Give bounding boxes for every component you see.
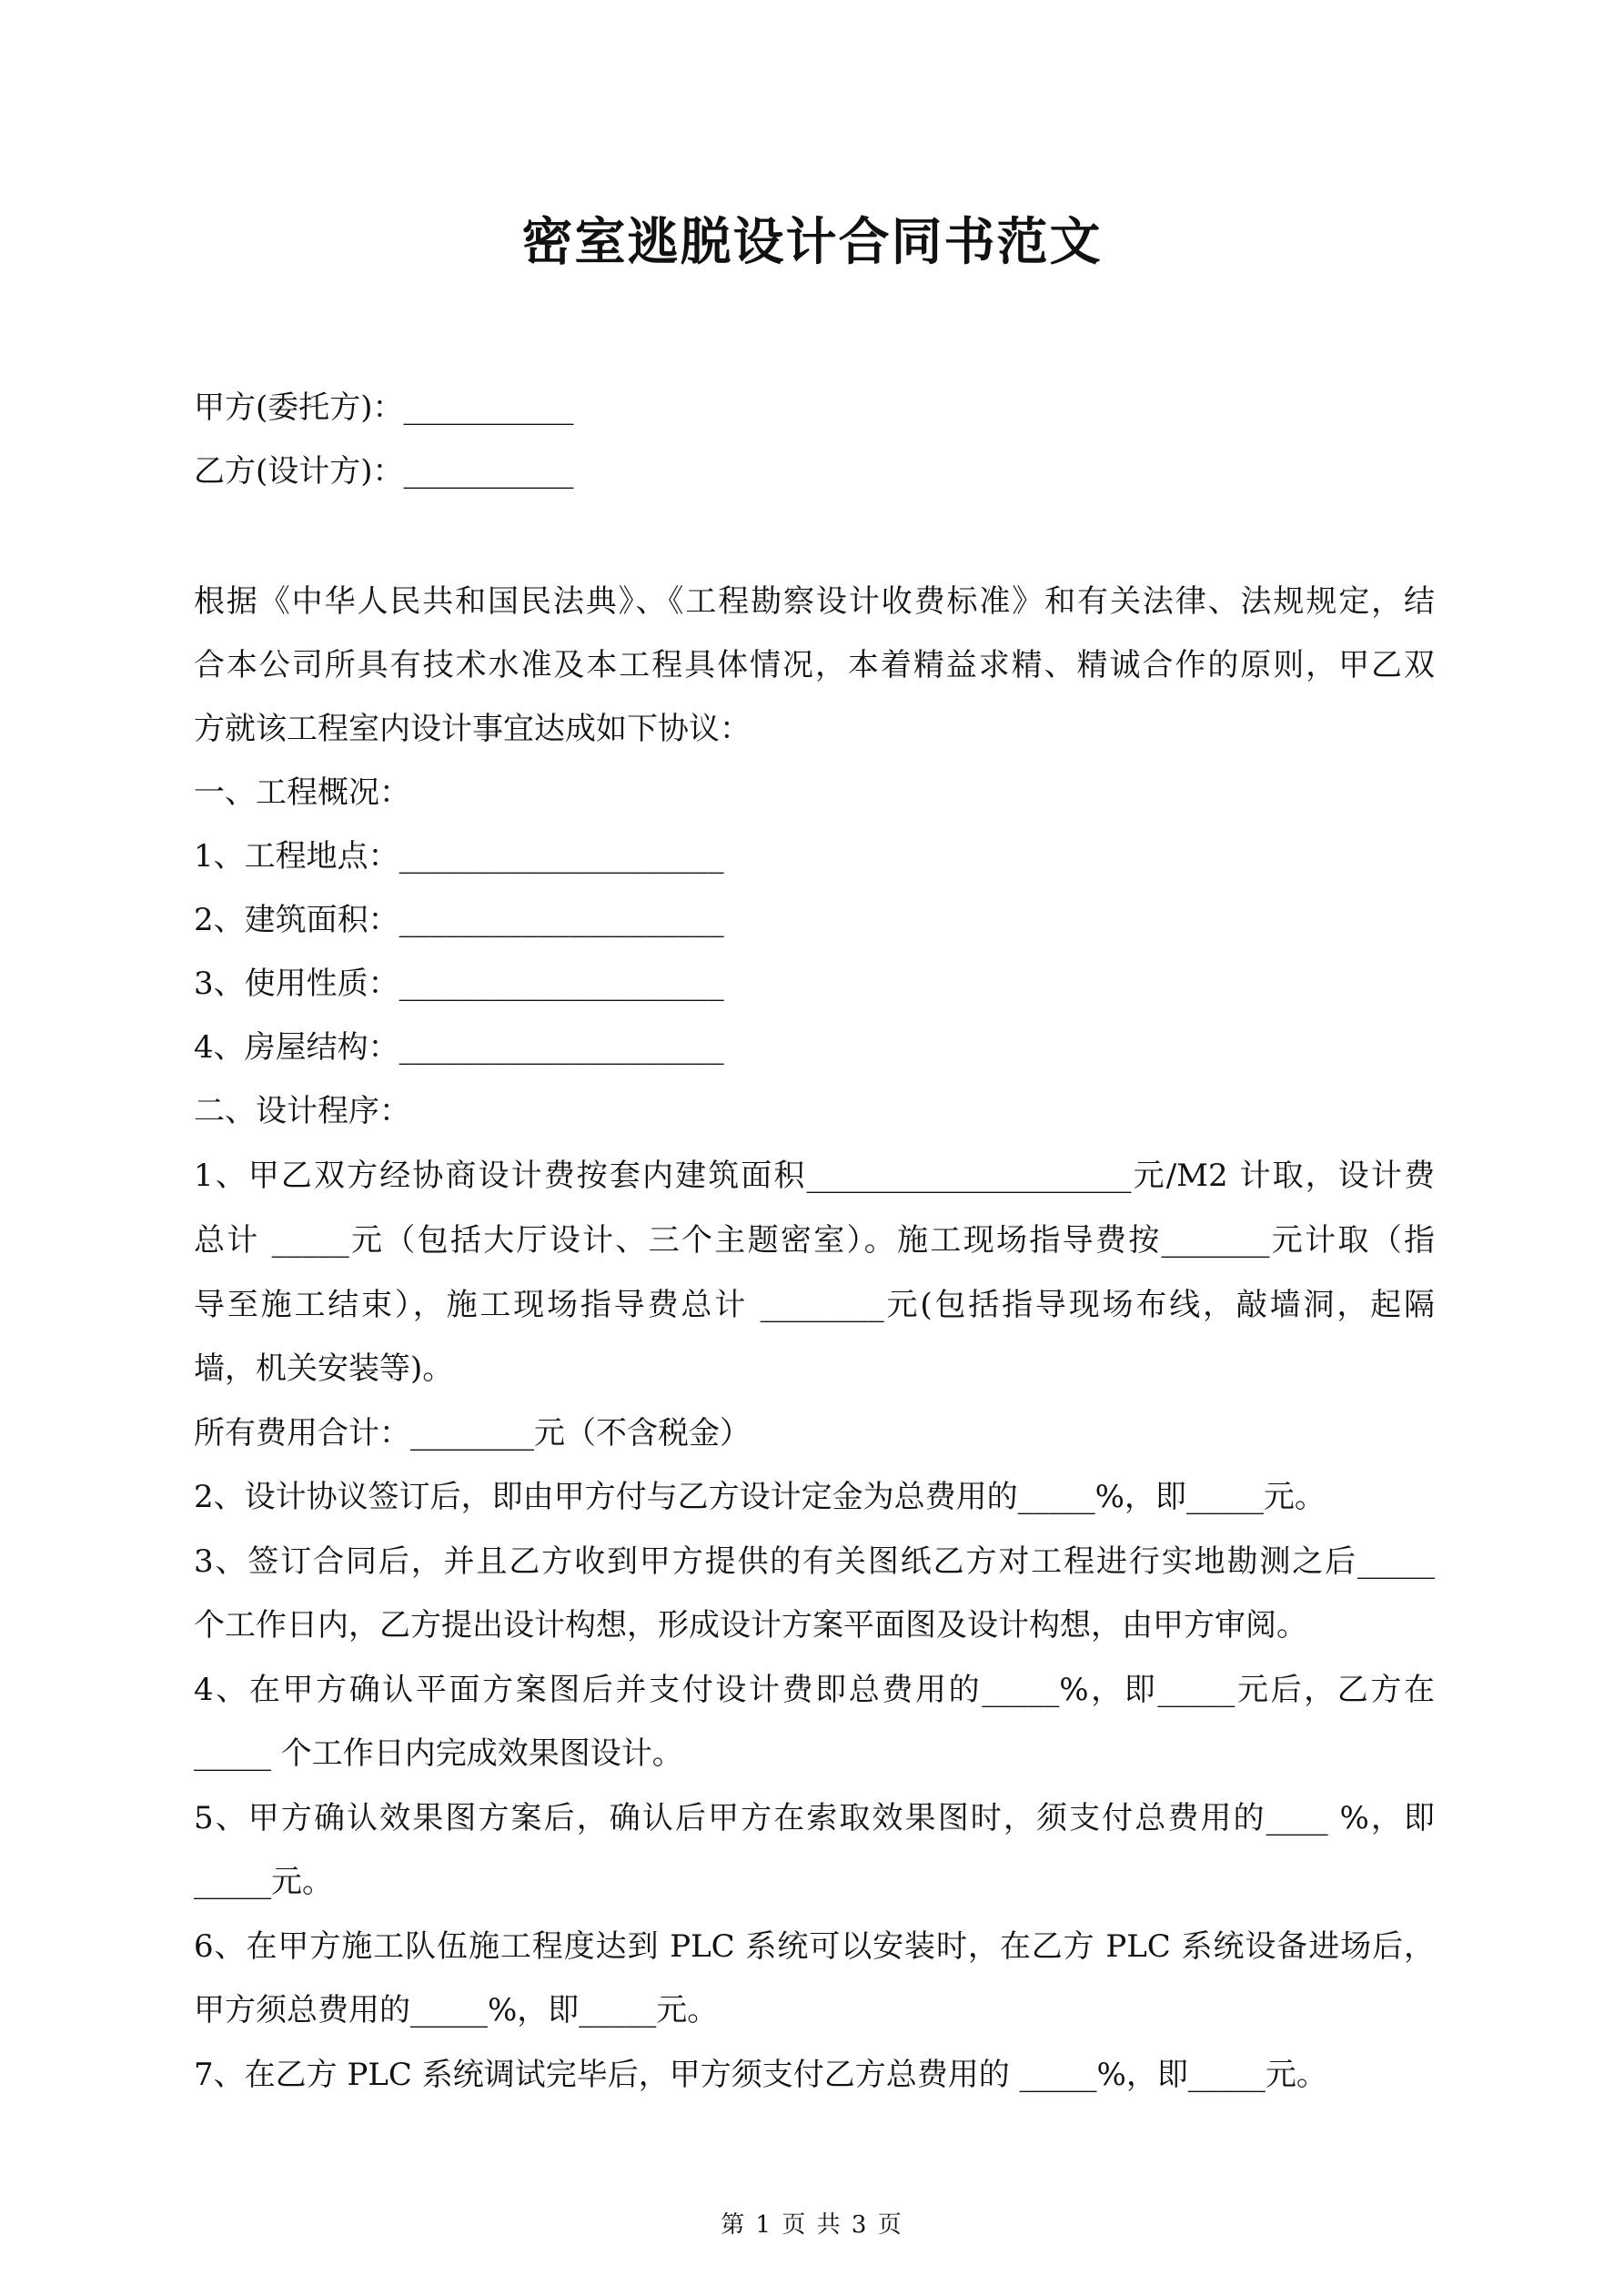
section-heading-2: 二、设计程序： [194, 1093, 410, 1129]
clause-4-line-1: 4、在甲方确认平面方案图后并支付设计费即总费用的_____%，即_____元后，乙方在 [194, 1672, 1435, 1708]
clause-6-line-1: 6、在甲方施工队伍施工程度达到 PLC 系统可以安装时，在乙方 PLC 系统设备进场后， [194, 1928, 1435, 1965]
section-heading-1: 一、工程概况： [194, 774, 410, 811]
clause-3-line-2: 个工作日内，乙方提出设计构想，形成设计方案平面图及设计构想，由甲方审阅。 [194, 1607, 1307, 1644]
clause-6-line-2: 甲方须总费用的_____%，即_____元。 [194, 1992, 719, 2028]
clause-1-line-3: 导至施工结束），施工现场指导费总计 ________元(包括指导现场布线，敲墙洞，起隔 [194, 1287, 1435, 1323]
preamble-line-3: 方就该工程室内设计事宜达成如下协议： [194, 711, 751, 747]
clause-5-line-1: 5、甲方确认效果图方案后，确认后甲方在索取效果图时，须支付总费用的____ %，即 [194, 1800, 1435, 1836]
page-title: 密室逃脱设计合同书范文 [521, 213, 1103, 272]
clause-3-line-1: 3、签订合同后，并且乙方收到甲方提供的有关图纸乙方对工程进行实地勘测之后_____ [194, 1543, 1435, 1580]
preamble-line-1: 根据《中华人民共和国民法典》、《工程勘察设计收费标准》和有关法律、法规规定，结 [194, 583, 1435, 620]
project-location-line: 1、工程地点：_____________________ [194, 838, 724, 875]
building-structure-line: 4、房屋结构：_____________________ [194, 1029, 724, 1066]
party-b-line: 乙方(设计方)：___________ [194, 453, 574, 490]
clause-4-line-2: _____ 个工作日内完成效果图设计。 [194, 1735, 683, 1772]
total-fee-line: 所有费用合计：________元（不含税金） [194, 1415, 751, 1451]
clause-1-line-1: 1、甲乙双方经协商设计费按套内建筑面积_____________________元/M2 计取，设计费 [194, 1158, 1435, 1194]
party-a-line: 甲方(委托方)：___________ [194, 389, 574, 426]
page-footer: 第 1 页 共 3 页 [721, 2211, 903, 2239]
clause-5-line-2: _____元。 [194, 1864, 333, 1900]
preamble-line-2: 合本公司所具有技术水准及本工程具体情况，本着精益求精、精诚合作的原则，甲乙双 [194, 647, 1435, 683]
clause-7-line: 7、在乙方 PLC 系统调试完毕后，甲方须支付乙方总费用的 _____%，即_____元。 [194, 2057, 1327, 2093]
building-area-line: 2、建筑面积：_____________________ [194, 902, 724, 938]
clause-1-line-2: 总计 _____元（包括大厅设计、三个主题密室）。施工现场指导费按_______元计取（指 [194, 1222, 1435, 1259]
usage-nature-line: 3、使用性质：_____________________ [194, 966, 724, 1002]
clause-2-line: 2、设计协议签订后，即由甲方付与乙方设计定金为总费用的_____%，即_____元。 [194, 1479, 1326, 1515]
clause-1-line-4: 墙，机关安装等)。 [194, 1350, 454, 1387]
